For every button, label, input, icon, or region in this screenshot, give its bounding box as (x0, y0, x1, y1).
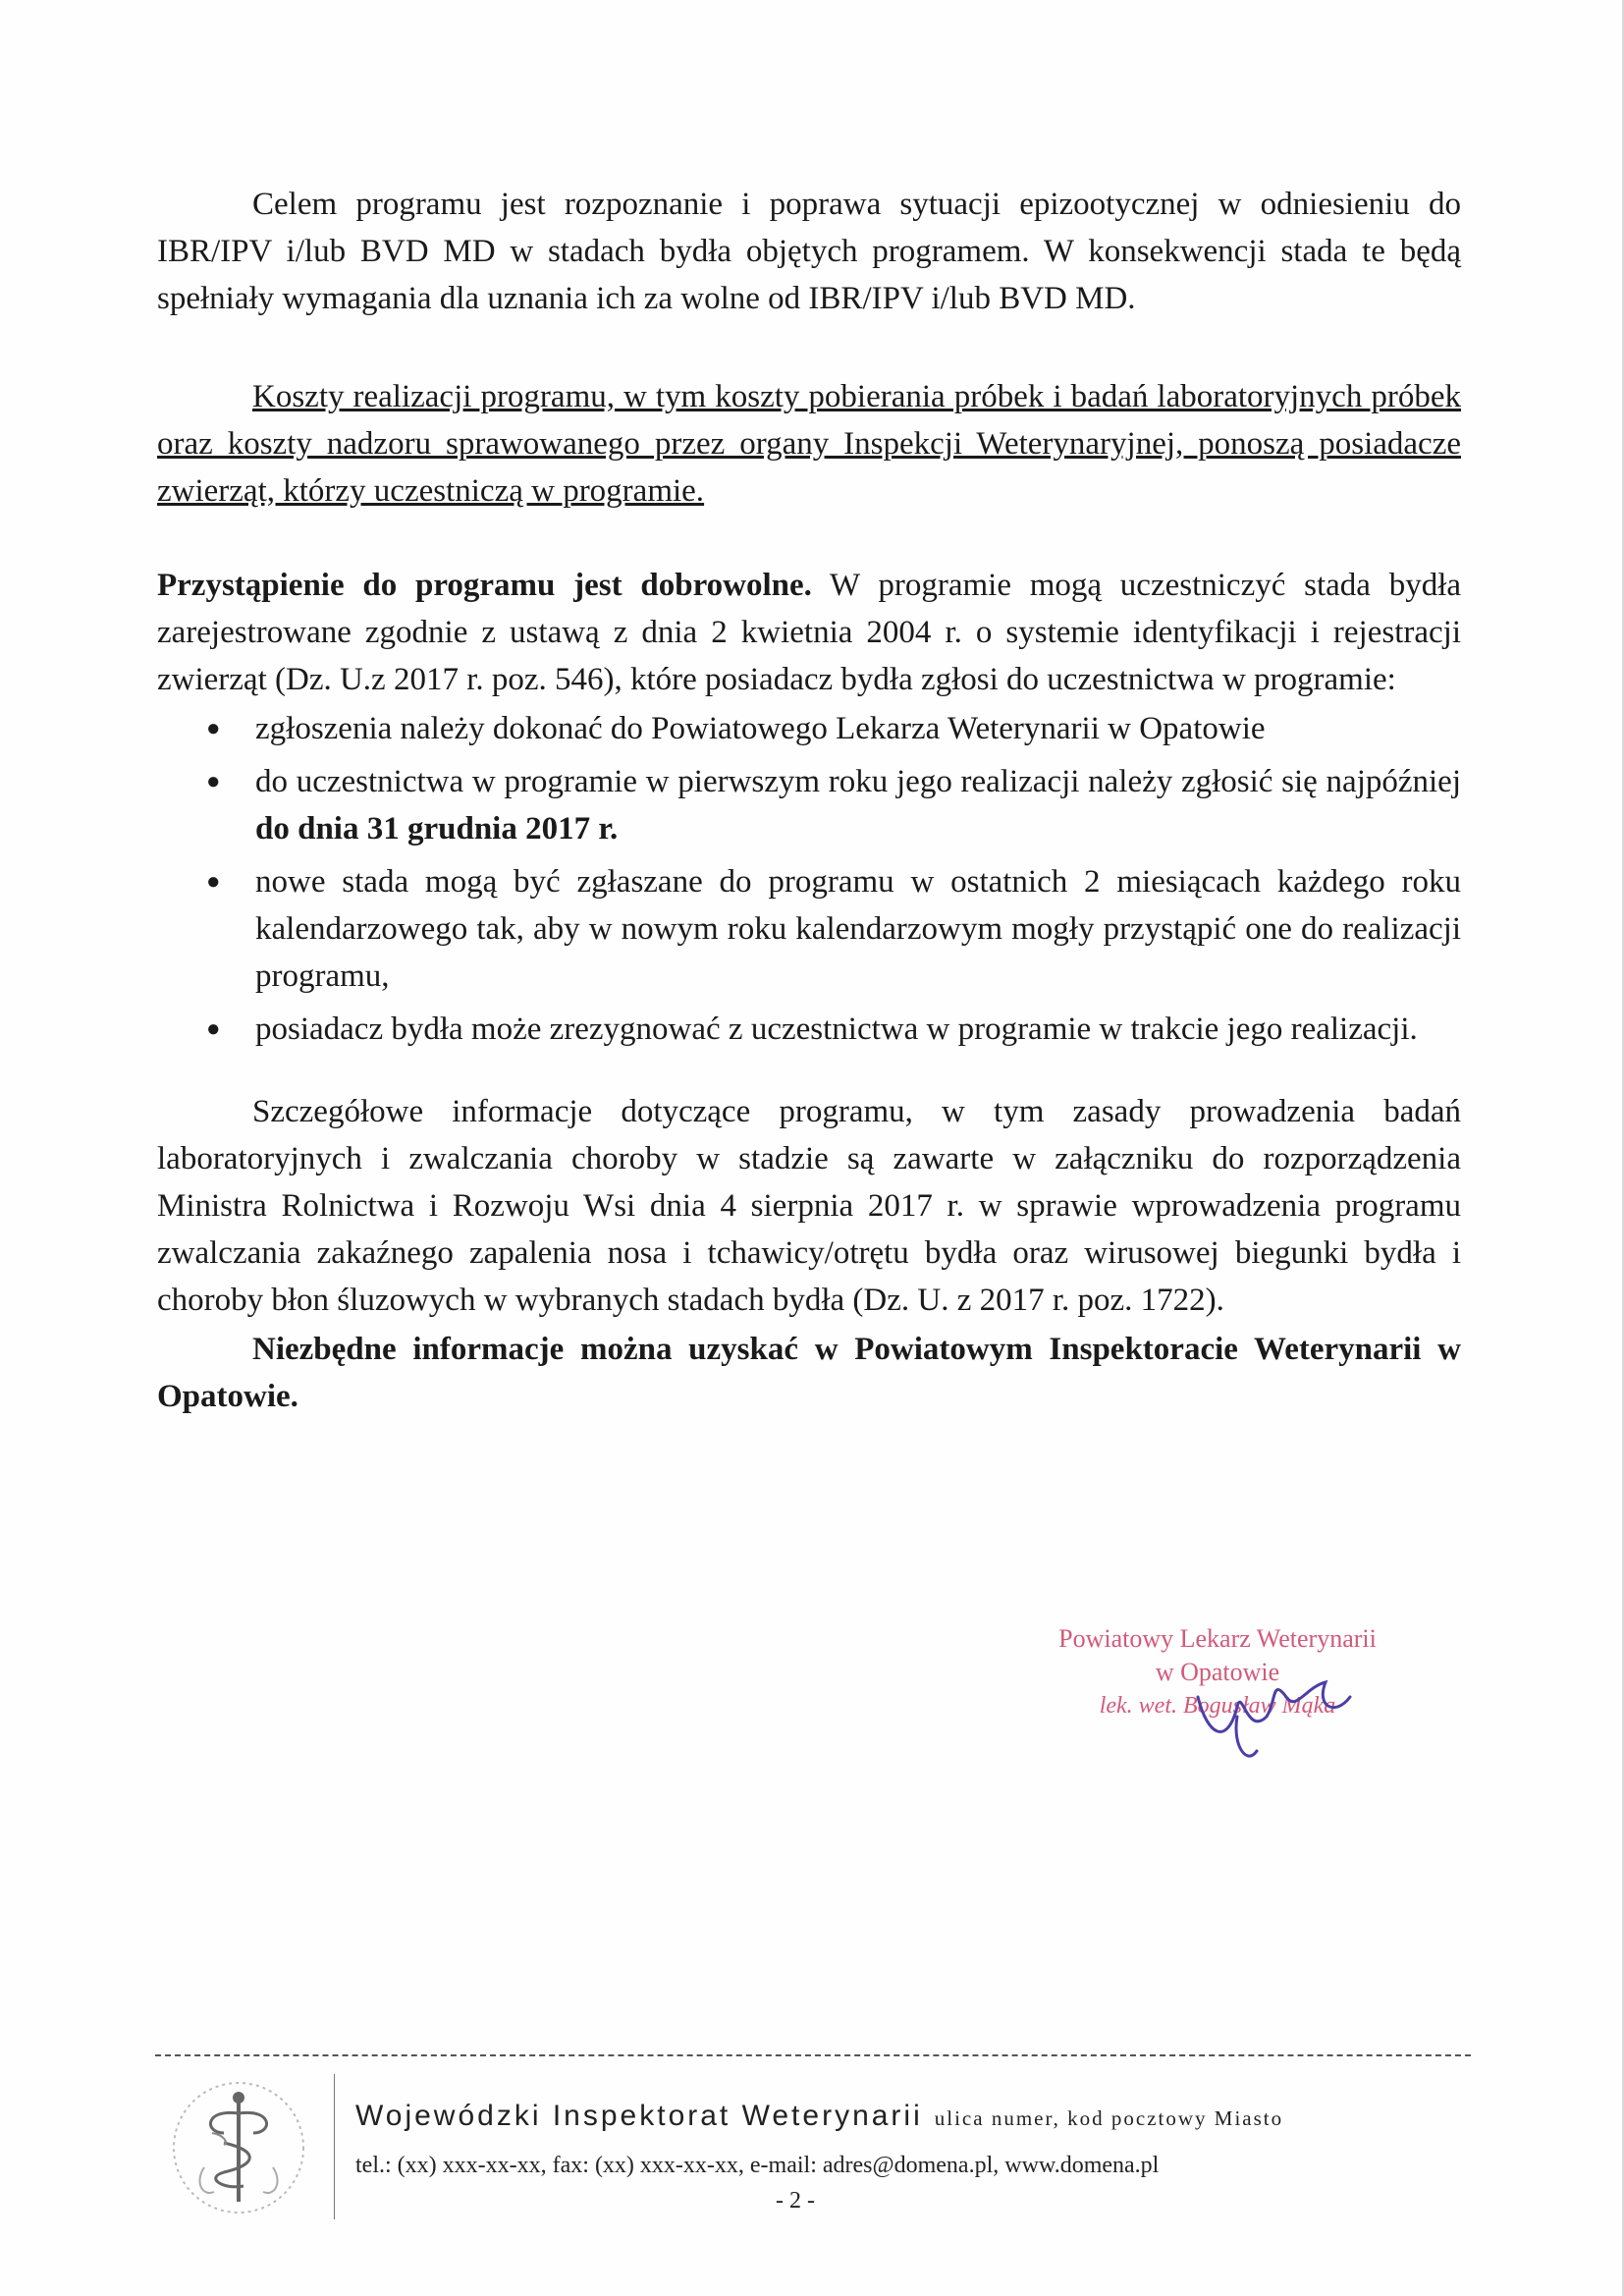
paragraph-program-goal: Celem programu jest rozpoznanie i poprawa sytuacji epizootycznej w odniesieniu do IBR/IPV i/lub BVD MD w stadach bydła objętych programem. W konsekwencji stada te będą spełniały wymagania dla uznania ich za wolne od IBR/IPV i/lub BVD MD. (157, 187, 1461, 316)
bullet-icon: ● (206, 769, 221, 794)
institution-address: ulica numer, kod pocztowy Miasto (934, 2106, 1284, 2130)
institution-name: Wojewódzki Inspektorat Weterynarii (355, 2100, 923, 2132)
list-item (157, 758, 1461, 852)
paragraph-program-costs: Koszty realizacji programu, w tym koszty pobierania próbek i badań laboratoryjnych próbek oraz koszty nadzoru sprawowanego przez organy Inspekcji Weterynaryjnej, ponoszą posiadacze zwierząt, którzy uczestniczą w programie. (157, 379, 1461, 509)
list-item (157, 1006, 1461, 1053)
footer-institution (355, 2100, 1283, 2133)
list-item-text: nowe stada mogą być zgłaszane do programu w ostatnich 2 miesiącach każdego roku kalendarzowego tak, aby w nowym roku kalendarzowym mogły przystąpić one do realizacji programu, (255, 864, 1461, 994)
stamp-title: Powiatowy Lekarz Weterynarii (1058, 1624, 1377, 1653)
bullet-icon: ● (206, 716, 221, 741)
paragraph-contact-info: Niezbędne informacje można uzyskać w Powiatowym Inspektoracie Weterynarii w Opatowie. (157, 1332, 1461, 1414)
paragraph-participation (157, 562, 1461, 703)
list-item-text: zgłoszenia należy dokonać do Powiatowego Lekarza Weterynarii w Opatowie (255, 711, 1266, 746)
footer-vertical-separator (334, 2074, 335, 2219)
participation-text: W programie mogą uczestniczyć stada bydła zarejestrowane zgodnie z ustawą z dnia 2 kwietnia 2004 r. o systemie identyfikacji i rejestracji zwierząt (Dz. U.z 2017 r. poz. 546), które posiadacz bydła zgłosi do uczestnictwa w programie: (157, 568, 1462, 697)
participation-conditions-list (157, 705, 1461, 1059)
list-item (157, 858, 1461, 1000)
deadline-date: do dnia 31 grudnia 2017 r. (255, 811, 619, 847)
bullet-icon: ● (206, 869, 221, 895)
bullet-icon: ● (206, 1016, 221, 1042)
footer-contact: tel.: (xx) xxx-xx-xx, fax: (xx) xxx-xx-xx, e-mail: adres@domena.pl, www.domena.pl (355, 2153, 1160, 2178)
stamp-location: w Opatowie (1155, 1658, 1280, 1686)
list-item-text: do uczestnictwa w programie w pierwszym roku jego realizacji należy zgłosić się najpóźniej (255, 764, 1461, 799)
stamp-name: lek. wet. Bogusław Mąka (1099, 1693, 1336, 1719)
footer-divider (155, 2054, 1471, 2056)
page-number: - 2 - (776, 2188, 815, 2214)
list-item-text: posiadacz bydła może zrezygnować z uczestnictwa w programie w trakcie jego realizacji. (255, 1011, 1418, 1047)
handwritten-signature-icon (1178, 1658, 1375, 1776)
caduceus-icon (165, 2074, 312, 2221)
paragraph-details: Szczegółowe informacje dotyczące programu, w tym zasady prowadzenia badań laboratoryjnych i zwalczania choroby w stadzie są zawarte w załączniku do rozporządzenia Ministra Rolnictwa i Rozwoju Wsi dnia 4 sierpnia 2017 r. w sprawie wprowadzenia programu zwalczania zakaźnego zapalenia nosa i tchawicy/otrętu bydła oraz wirusowej biegunki bydła i choroby błon śluzowych w wybranych stadach bydła (Dz. U. z 2017 r. poz. 1722). (157, 1094, 1461, 1318)
list-item (157, 705, 1461, 752)
participation-voluntary-heading: Przystąpienie do programu jest dobrowolne. (157, 568, 812, 603)
